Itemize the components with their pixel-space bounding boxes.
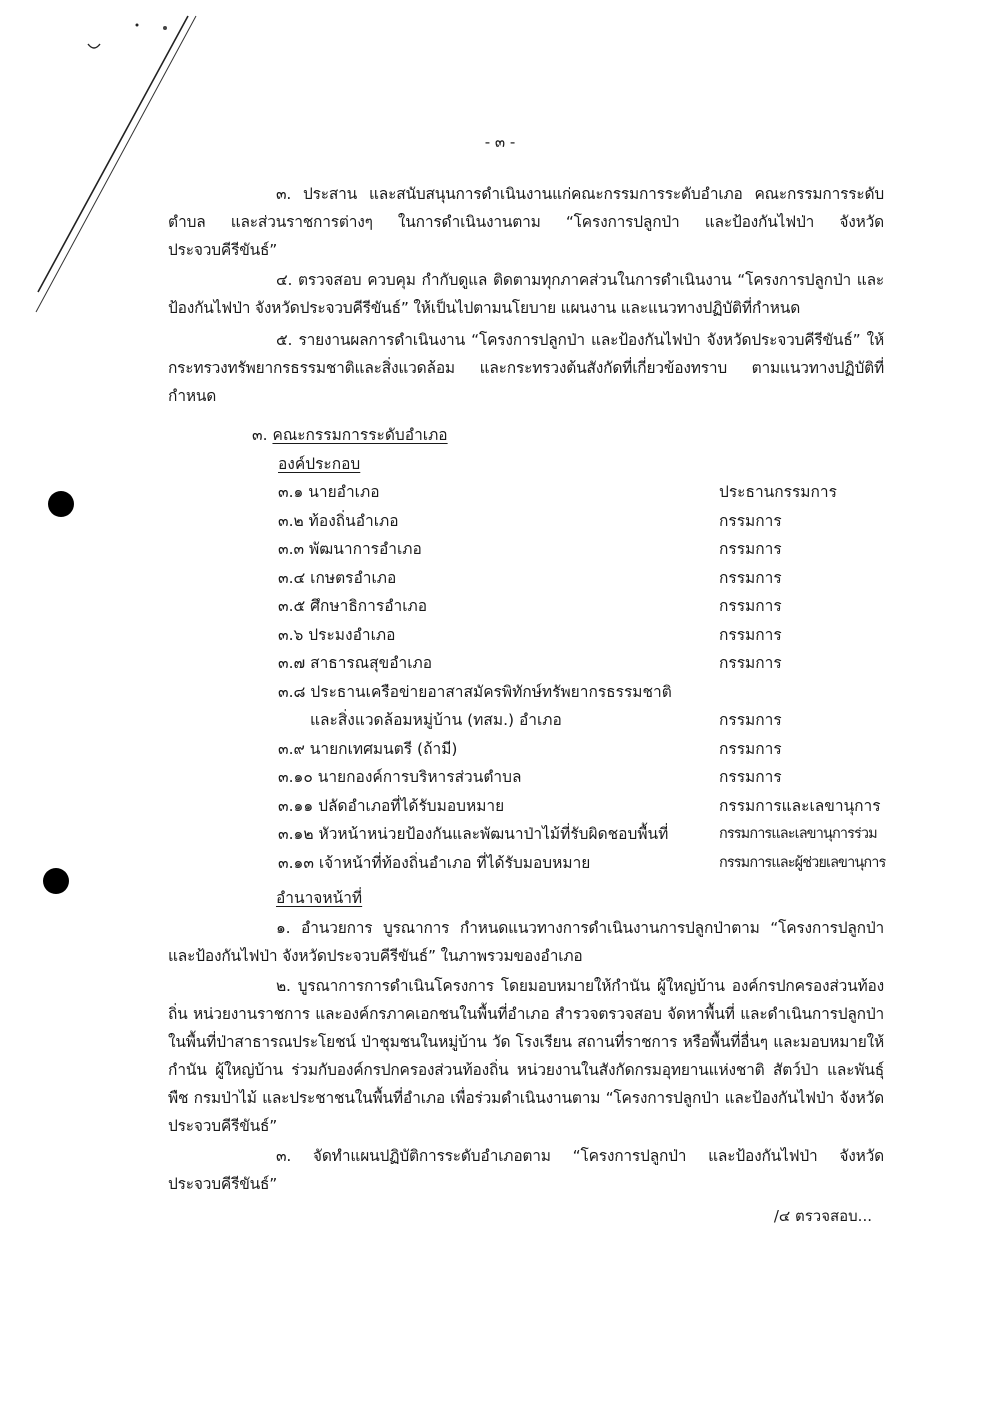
member-row: ๓.๑๓ เจ้าหน้าที่ท้องถิ่นอำเภอ ที่ได้รับมอบหมาย กรรมการและผู้ช่วยเลขานุการ — [278, 854, 886, 872]
duties-heading: อำนาจหน้าที่ — [276, 889, 363, 907]
member-row: ๓.๗ สาธารณสุขอำเภอ กรรมการ — [278, 654, 782, 672]
duty-item-1: ๑. อำนวยการ บูรณาการ กำหนดแนวทางการดำเนินงานการปลูกป่าตาม “โครงการปลูกป่า และป้องกันไฟป่า จังหวัดประจวบคีรีขันธ์” ในภาพรวมของอำเภอ — [168, 919, 884, 965]
duty-item-3: ๓. จัดทำแผนปฏิบัติการระดับอำเภอตาม “โครงการปลูกป่า และป้องกันไฟป่า จังหวัดประจวบคีรีขันธ์” — [168, 1147, 884, 1193]
member-row: ๓.๔ เกษตรอำเภอ กรรมการ — [278, 569, 782, 587]
member-row: ๓.๑๑ ปลัดอำเภอที่ได้รับมอบหมาย กรรมการและเลขานุการ — [278, 797, 881, 815]
intro-item-3: ๓. ประสาน และสนับสนุนการดำเนินงานแก่คณะกรรมการระดับอำเภอ คณะกรรมการระดับตำบล และส่วนราชการต่างๆ ในการดำเนินงานตาม “โครงการปลูกป่า และป้องกันไฟป่า จังหวัดประจวบคีรีขันธ์” — [168, 185, 884, 259]
member-row: ๓.๑๐ นายกองค์การบริหารส่วนตำบล กรรมการ — [278, 768, 782, 786]
member-row: ๓.๑ นายอำเภอ ประธานกรรมการ — [278, 483, 837, 501]
section-number: ๓. — [252, 426, 268, 444]
member-row: ๓.๒ ท้องถิ่นอำเภอ กรรมการ — [278, 512, 782, 530]
intro-item-4: ๔. ตรวจสอบ ควบคุม กำกับดูแล ติดตามทุกภาคส่วนในการดำเนินงาน “โครงการปลูกป่า และป้องกันไฟป่า จังหวัดประจวบคีรีขันธ์” ให้เป็นไปตามนโยบาย แผนงาน และแนวทางปฏิบัติที่กำหนด — [168, 271, 884, 317]
hole-punch-top — [48, 491, 74, 517]
page-number: - ๓ - — [484, 133, 516, 151]
member-row: ๓.๕ ศึกษาธิการอำเภอ กรรมการ — [278, 597, 782, 615]
hole-punch-bottom — [43, 868, 69, 894]
duty-item-2: ๒. บูรณาการการดำเนินโครงการ โดยมอบหมายให้กำนัน ผู้ใหญ่บ้าน องค์กรปกครองส่วนท้องถิ่น หน่วยงานราชการ และองค์กรภาคเอกชนในพื้นที่อำเภอ สำรวจตรวจสอบ จัดหาพื้นที่ และดำเนินการปลูกป่าในพื้นที่ป่าสาธารณประโยชน์ ป่าชุมชนในหมู่บ้าน วัด โรงเรียน สถานที่ราชการ หรือพื้นที่อื่นๆ และมอบหมายให้กำนัน ผู้ใหญ่บ้าน ร่วมกับองค์กรปกครองส่วนท้องถิ่น หน่วยงานในสังกัดกรมอุทยานแห่งชาติ สัตว์ป่า และพันธุ์พืช กรมป่าไม้ และประชาชนในพื้นที่อำเภอ เพื่อร่วมดำเนินงานตาม “โครงการปลูกป่า และป้องกันไฟป่า จังหวัดประจวบคีรีขันธ์” — [168, 977, 884, 1135]
composition-heading: องค์ประกอบ — [278, 455, 361, 473]
member-row: ๓.๙ นายกเทศมนตรี (ถ้ามี) กรรมการ — [278, 740, 782, 758]
member-row: ๓.๘ ประธานเครือข่ายอาสาสมัครพิทักษ์ทรัพยากรธรรมชาติ — [278, 683, 672, 701]
intro-item-5: ๕. รายงานผลการดำเนินงาน “โครงการปลูกป่า และป้องกันไฟป่า จังหวัดประจวบคีรีขันธ์” ให้กระทรวงทรัพยากรธรรมชาติและสิ่งแวดล้อม และกระทรวงต้นสังกัดที่เกี่ยวข้องทราบ ตามแนวทางปฏิบัติที่กำหนด — [168, 331, 884, 405]
member-row-continuation: และสิ่งแวดล้อมหมู่บ้าน (ทสม.) อำเภอ กรรมการ — [310, 711, 782, 729]
continuation-marker: /๔ ตรวจสอบ... — [773, 1207, 872, 1225]
section-title: คณะกรรมการระดับอำเภอ — [272, 426, 448, 444]
section-heading — [252, 421, 448, 449]
member-row: ๓.๑๒ หัวหน้าหน่วยป้องกันและพัฒนาป่าไม้ที่รับผิดชอบพื้นที่ กรรมการและเลขานุการร่วม — [278, 825, 877, 843]
member-row: ๓.๓ พัฒนาการอำเภอ กรรมการ — [278, 540, 782, 558]
member-row: ๓.๖ ประมงอำเภอ กรรมการ — [278, 626, 782, 644]
